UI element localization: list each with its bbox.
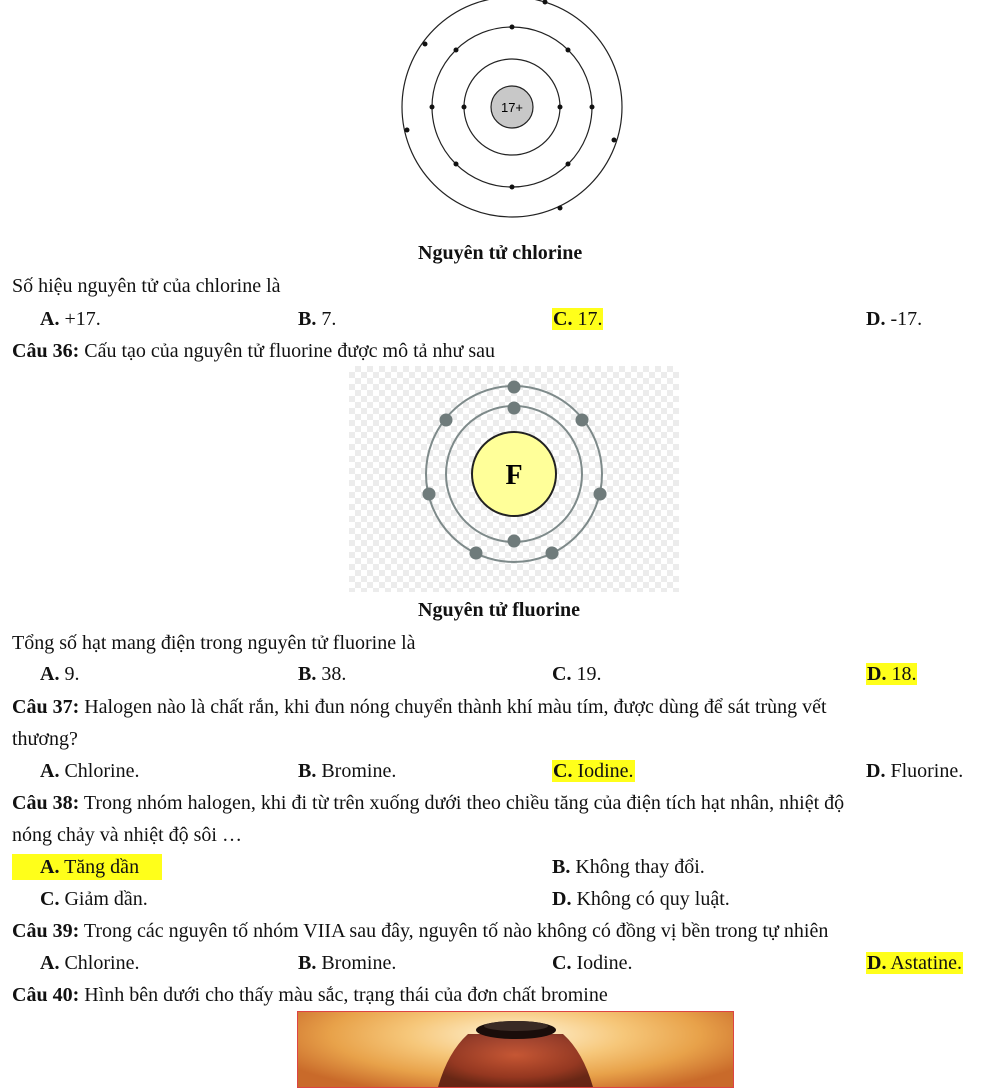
q37-option-c: C. Iodine. bbox=[553, 760, 634, 782]
q35-option-c: C. 17. bbox=[553, 308, 603, 330]
q40-question: Câu 40: Hình bên dưới cho thấy màu sắc, trạng thái của đơn chất bromine bbox=[12, 984, 608, 1006]
q36-question: Câu 36: Cấu tạo của nguyên tử fluorine được mô tả như sau bbox=[12, 340, 496, 362]
bromine-photo bbox=[297, 1011, 734, 1088]
q38-option-b: B. Không thay đổi. bbox=[552, 856, 705, 878]
q39-option-a: A. Chlorine. bbox=[40, 952, 140, 974]
q37-question: Câu 37: Halogen nào là chất rắn, khi đun nóng chuyển thành khí màu tím, được dùng để sát trùng vết bbox=[12, 696, 827, 718]
q39-option-d: D. Astatine. bbox=[867, 952, 962, 974]
q36-option-d: D. 18. bbox=[867, 663, 917, 685]
chlorine-atom-diagram bbox=[395, 0, 635, 225]
q37-question-cont: thương? bbox=[12, 728, 78, 750]
q39-question: Câu 39: Trong các nguyên tố nhóm VIIA sau đây, nguyên tố nào không có đồng vị bền trong tự nhiên bbox=[12, 920, 829, 942]
q35-option-a: A. +17. bbox=[40, 308, 101, 330]
q38-option-a: A. Tăng dần bbox=[40, 856, 140, 878]
q39-option-b: B. Bromine. bbox=[298, 952, 397, 974]
q38-option-c: C. Giảm dần. bbox=[40, 888, 148, 910]
fluorine-nucleus-label: F bbox=[505, 460, 523, 491]
q35-option-d: D. -17. bbox=[866, 308, 923, 330]
chlorine-figure-caption: Nguyên tử chlorine bbox=[418, 242, 583, 264]
q39-option-c: C. Iodine. bbox=[552, 952, 633, 974]
q36-stem: Tổng số hạt mang điện trong nguyên tử fluorine là bbox=[12, 632, 416, 654]
fluorine-atom-diagram bbox=[349, 366, 679, 592]
q36-option-c: C. 19. bbox=[552, 663, 602, 685]
fluorine-figure-caption: Nguyên tử fluorine bbox=[418, 599, 581, 621]
q35-stem: Số hiệu nguyên tử của chlorine là bbox=[12, 275, 281, 297]
q36-option-a: A. 9. bbox=[40, 663, 80, 685]
q38-question-cont: nóng chảy và nhiệt độ sôi … bbox=[12, 824, 242, 846]
q35-option-b: B. 7. bbox=[298, 308, 337, 330]
q38-option-d: D. Không có quy luật. bbox=[552, 888, 730, 910]
q36-option-b: B. 38. bbox=[298, 663, 347, 685]
q37-option-b: B. Bromine. bbox=[298, 760, 397, 782]
q38-question: Câu 38: Trong nhóm halogen, khi đi từ trên xuống dưới theo chiều tăng của điện tích hạt nhân, nhiệt độ bbox=[12, 792, 845, 814]
chlorine-nucleus-label: 17+ bbox=[500, 100, 524, 115]
q37-option-a: A. Chlorine. bbox=[40, 760, 140, 782]
q37-option-d: D. Fluorine. bbox=[866, 760, 964, 782]
